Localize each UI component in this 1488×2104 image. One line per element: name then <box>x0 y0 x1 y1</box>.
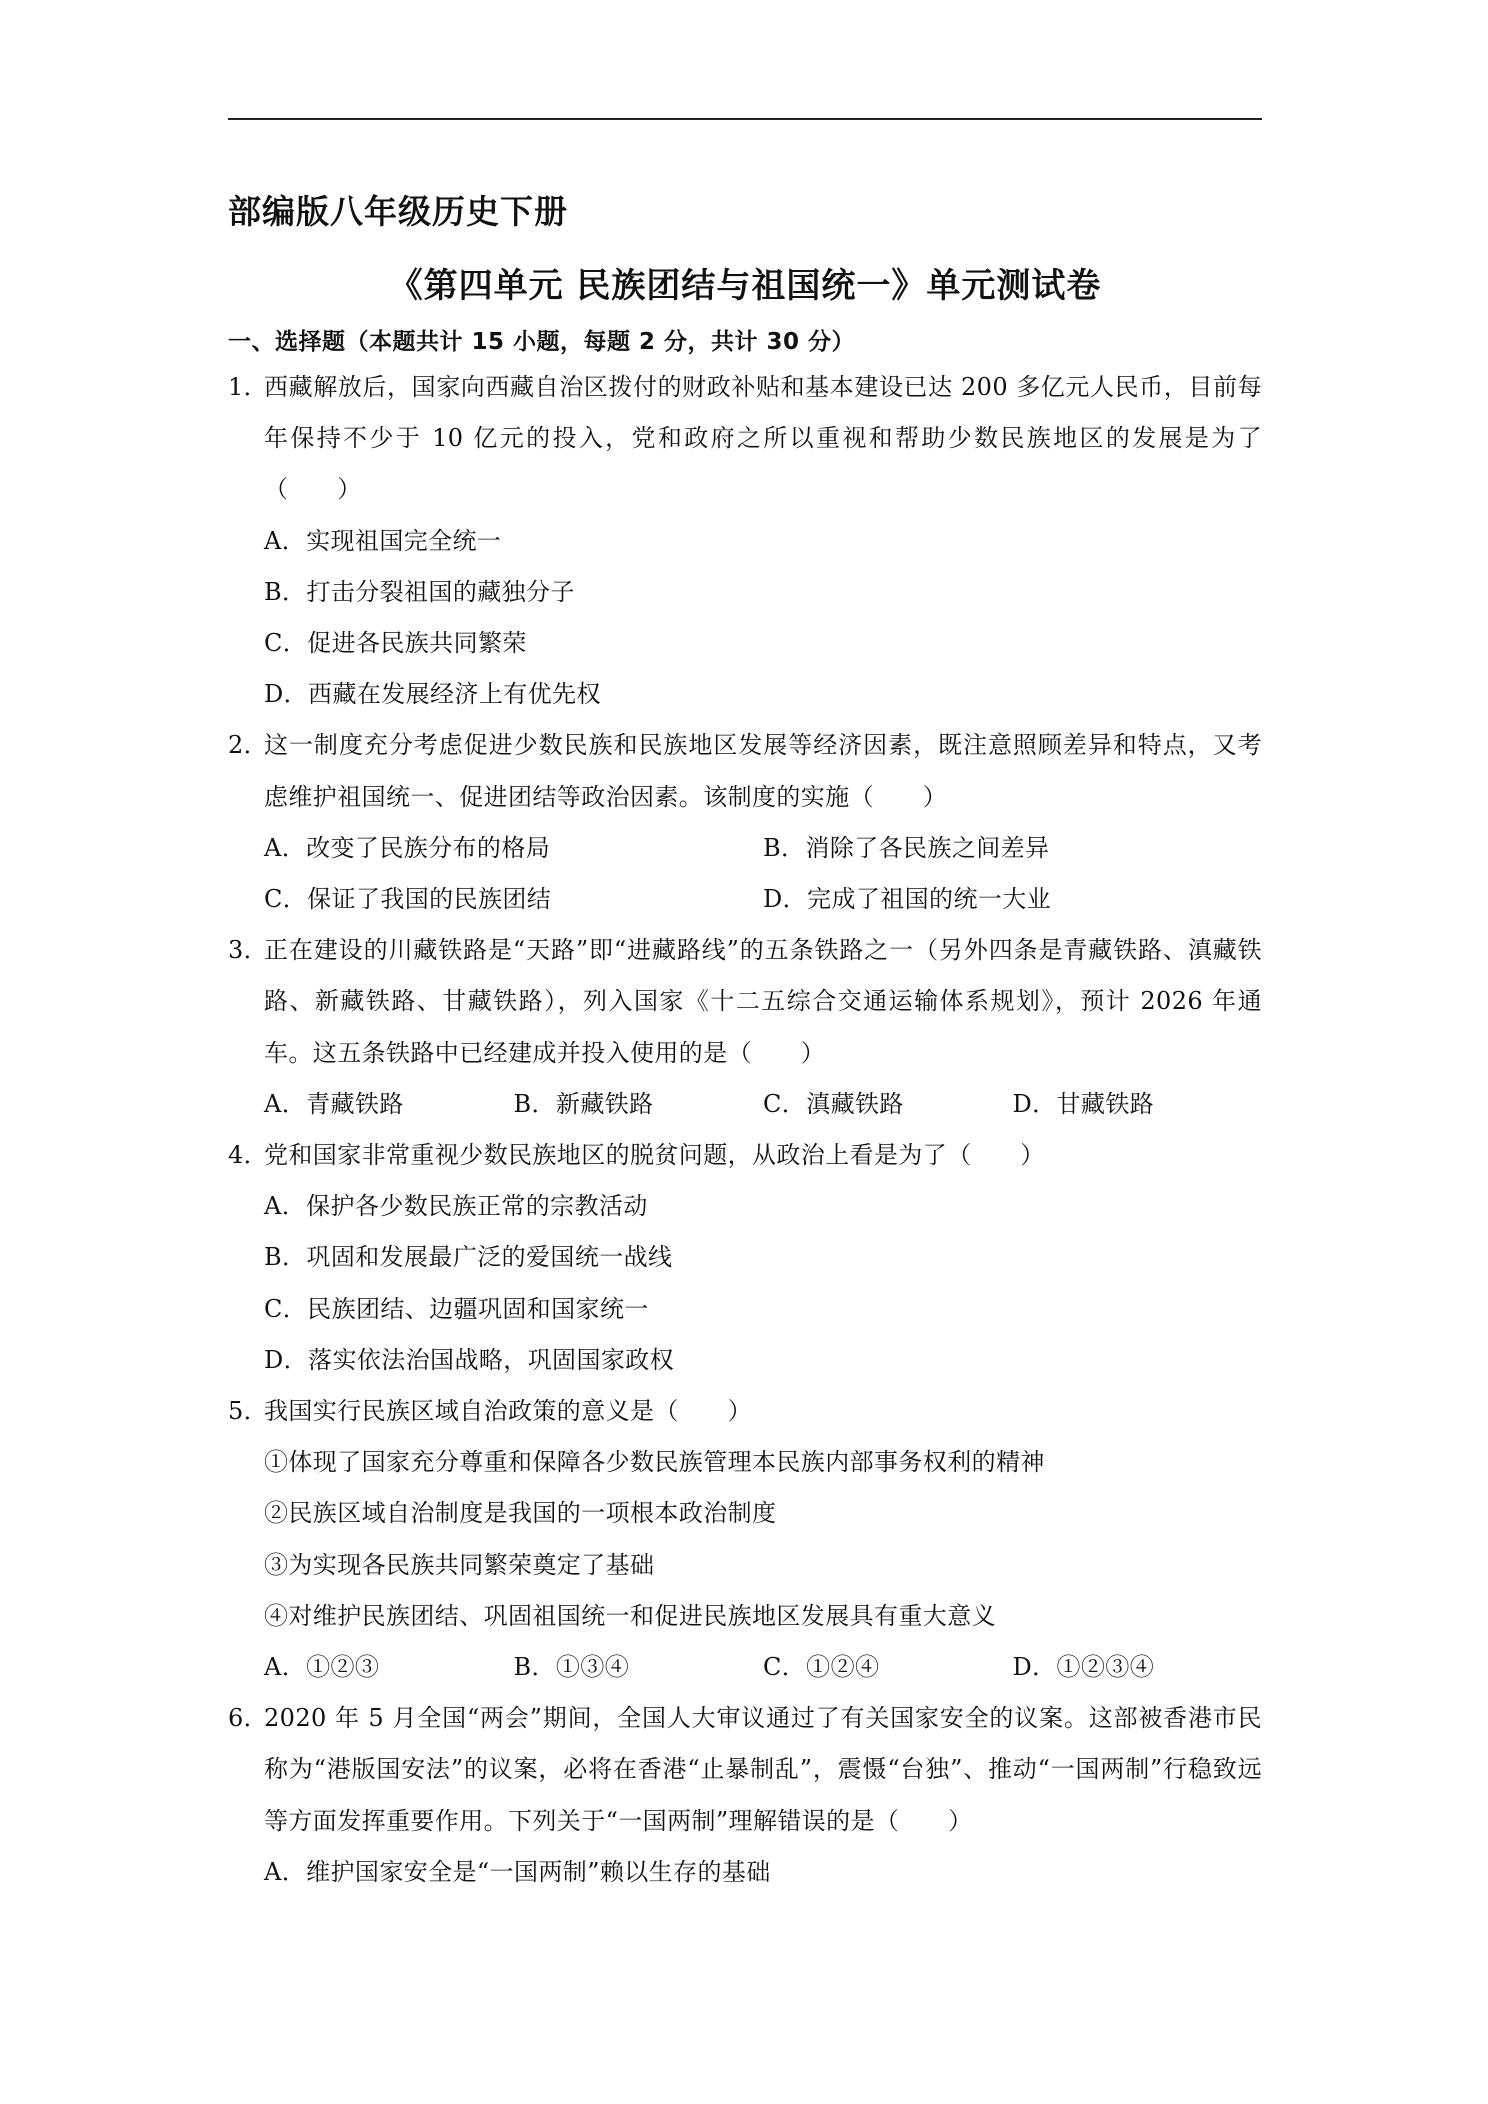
options-row <box>264 823 1262 874</box>
options-row <box>264 1642 1262 1693</box>
question-number: 2． <box>228 731 269 760</box>
option-a[interactable]: A．实现祖国完全统一 <box>264 526 502 555</box>
options-row <box>264 1079 1262 1130</box>
question-6 <box>228 1693 1262 1898</box>
question-stem: 这一制度充分考虑促进少数民族和民族地区发展等经济因素，既注意照顾差异和特点，又考虑维护祖国统一、促进团结等政治因素。该制度的实施（ ） <box>264 731 1262 811</box>
option-c[interactable]: C．保证了我国的民族团结 <box>264 885 552 914</box>
unit-title: 《第四单元 民族团结与祖国统一》单元测试卷 <box>388 266 1102 306</box>
option-a[interactable]: A．①②③ <box>264 1653 380 1682</box>
question-number: 1． <box>228 373 269 401</box>
option-a[interactable]: A．维护国家安全是“一国两制”赖以生存的基础 <box>264 1857 771 1886</box>
option-d[interactable]: D．甘藏铁路 <box>1012 1089 1155 1118</box>
question-stem: 西藏解放后，国家向西藏自治区拨付的财政补贴和基本建设已达 200 多亿元人民币，目前每年保持不少于 10 亿元的投入，党和政府之所以重视和帮助少数民族地区的发展是为了（ ） <box>264 373 1262 504</box>
statement-2: ②民族区域自治制度是我国的一项根本政治制度 <box>264 1499 777 1528</box>
question-3 <box>228 925 1262 1130</box>
option-c[interactable]: C．滇藏铁路 <box>763 1089 904 1118</box>
options-row <box>264 874 1262 925</box>
option-a[interactable]: A．保护各少数民族正常的宗教活动 <box>264 1192 648 1221</box>
question-stem: 正在建设的川藏铁路是“天路”即“进藏路线”的五条铁路之一（另外四条是青藏铁路、滇藏铁路、新藏铁路、甘藏铁路），列入国家《十二五综合交通运输体系规划》，预计 2026 年通车。这五条铁路中已经建成并投入使用的是（ ） <box>264 936 1262 1067</box>
option-b[interactable]: B．消除了各民族之间差异 <box>763 833 1050 862</box>
statement-1: ①体现了国家充分尊重和保障各少数民族管理本民族内部事务权利的精神 <box>264 1448 1045 1477</box>
option-d[interactable]: D．西藏在发展经济上有优先权 <box>264 680 601 709</box>
section-heading: 一、选择题（本题共计 15 小题，每题 2 分，共计 30 分） <box>228 329 856 355</box>
question-1 <box>228 362 1262 720</box>
question-2 <box>228 720 1262 925</box>
series-title: 部编版八年级历史下册 <box>228 192 568 231</box>
question-number: 5． <box>228 1397 269 1426</box>
option-b[interactable]: B．①③④ <box>513 1653 630 1682</box>
statement-3: ③为实现各民族共同繁荣奠定了基础 <box>264 1550 655 1579</box>
question-number: 6． <box>228 1704 269 1733</box>
option-a[interactable]: A．青藏铁路 <box>264 1089 404 1118</box>
option-b[interactable]: B．新藏铁路 <box>513 1089 654 1118</box>
question-4 <box>228 1130 1262 1386</box>
question-stem: 我国实行民族区域自治政策的意义是（ ） <box>264 1397 752 1426</box>
question-number: 4． <box>228 1141 269 1170</box>
question-5 <box>228 1386 1262 1693</box>
option-d[interactable]: D．①②③④ <box>1012 1653 1155 1682</box>
question-stem: 2020 年 5 月全国“两会”期间，全国人大审议通过了有关国家安全的议案。这部被香港市民称为“港版国安法”的议案，必将在香港“止暴制乱”，震慑“台独”、推动“一国两制”行稳致远等方面发挥重要作用。下列关于“一国两制”理解错误的是（ ） <box>264 1704 1262 1835</box>
option-c[interactable]: C．①②④ <box>763 1653 880 1682</box>
option-a[interactable]: A．改变了民族分布的格局 <box>264 833 551 862</box>
option-b[interactable]: B．巩固和发展最广泛的爱国统一战线 <box>264 1243 673 1272</box>
question-number: 3． <box>228 936 269 965</box>
option-b[interactable]: B．打击分裂祖国的藏独分子 <box>264 577 575 606</box>
statement-4: ④对维护民族团结、巩固祖国统一和促进民族地区发展具有重大意义 <box>264 1601 996 1630</box>
header-rule <box>228 118 1262 120</box>
question-stem: 党和国家非常重视少数民族地区的脱贫问题，从政治上看是为了（ ） <box>264 1141 1045 1170</box>
option-d[interactable]: D．完成了祖国的统一大业 <box>763 885 1052 914</box>
option-d[interactable]: D．落实依法治国战略，巩固国家政权 <box>264 1345 675 1374</box>
option-c[interactable]: C．民族团结、边疆巩固和国家统一 <box>264 1294 649 1323</box>
option-c[interactable]: C．促进各民族共同繁荣 <box>264 629 527 658</box>
exam-content <box>228 322 1262 1898</box>
